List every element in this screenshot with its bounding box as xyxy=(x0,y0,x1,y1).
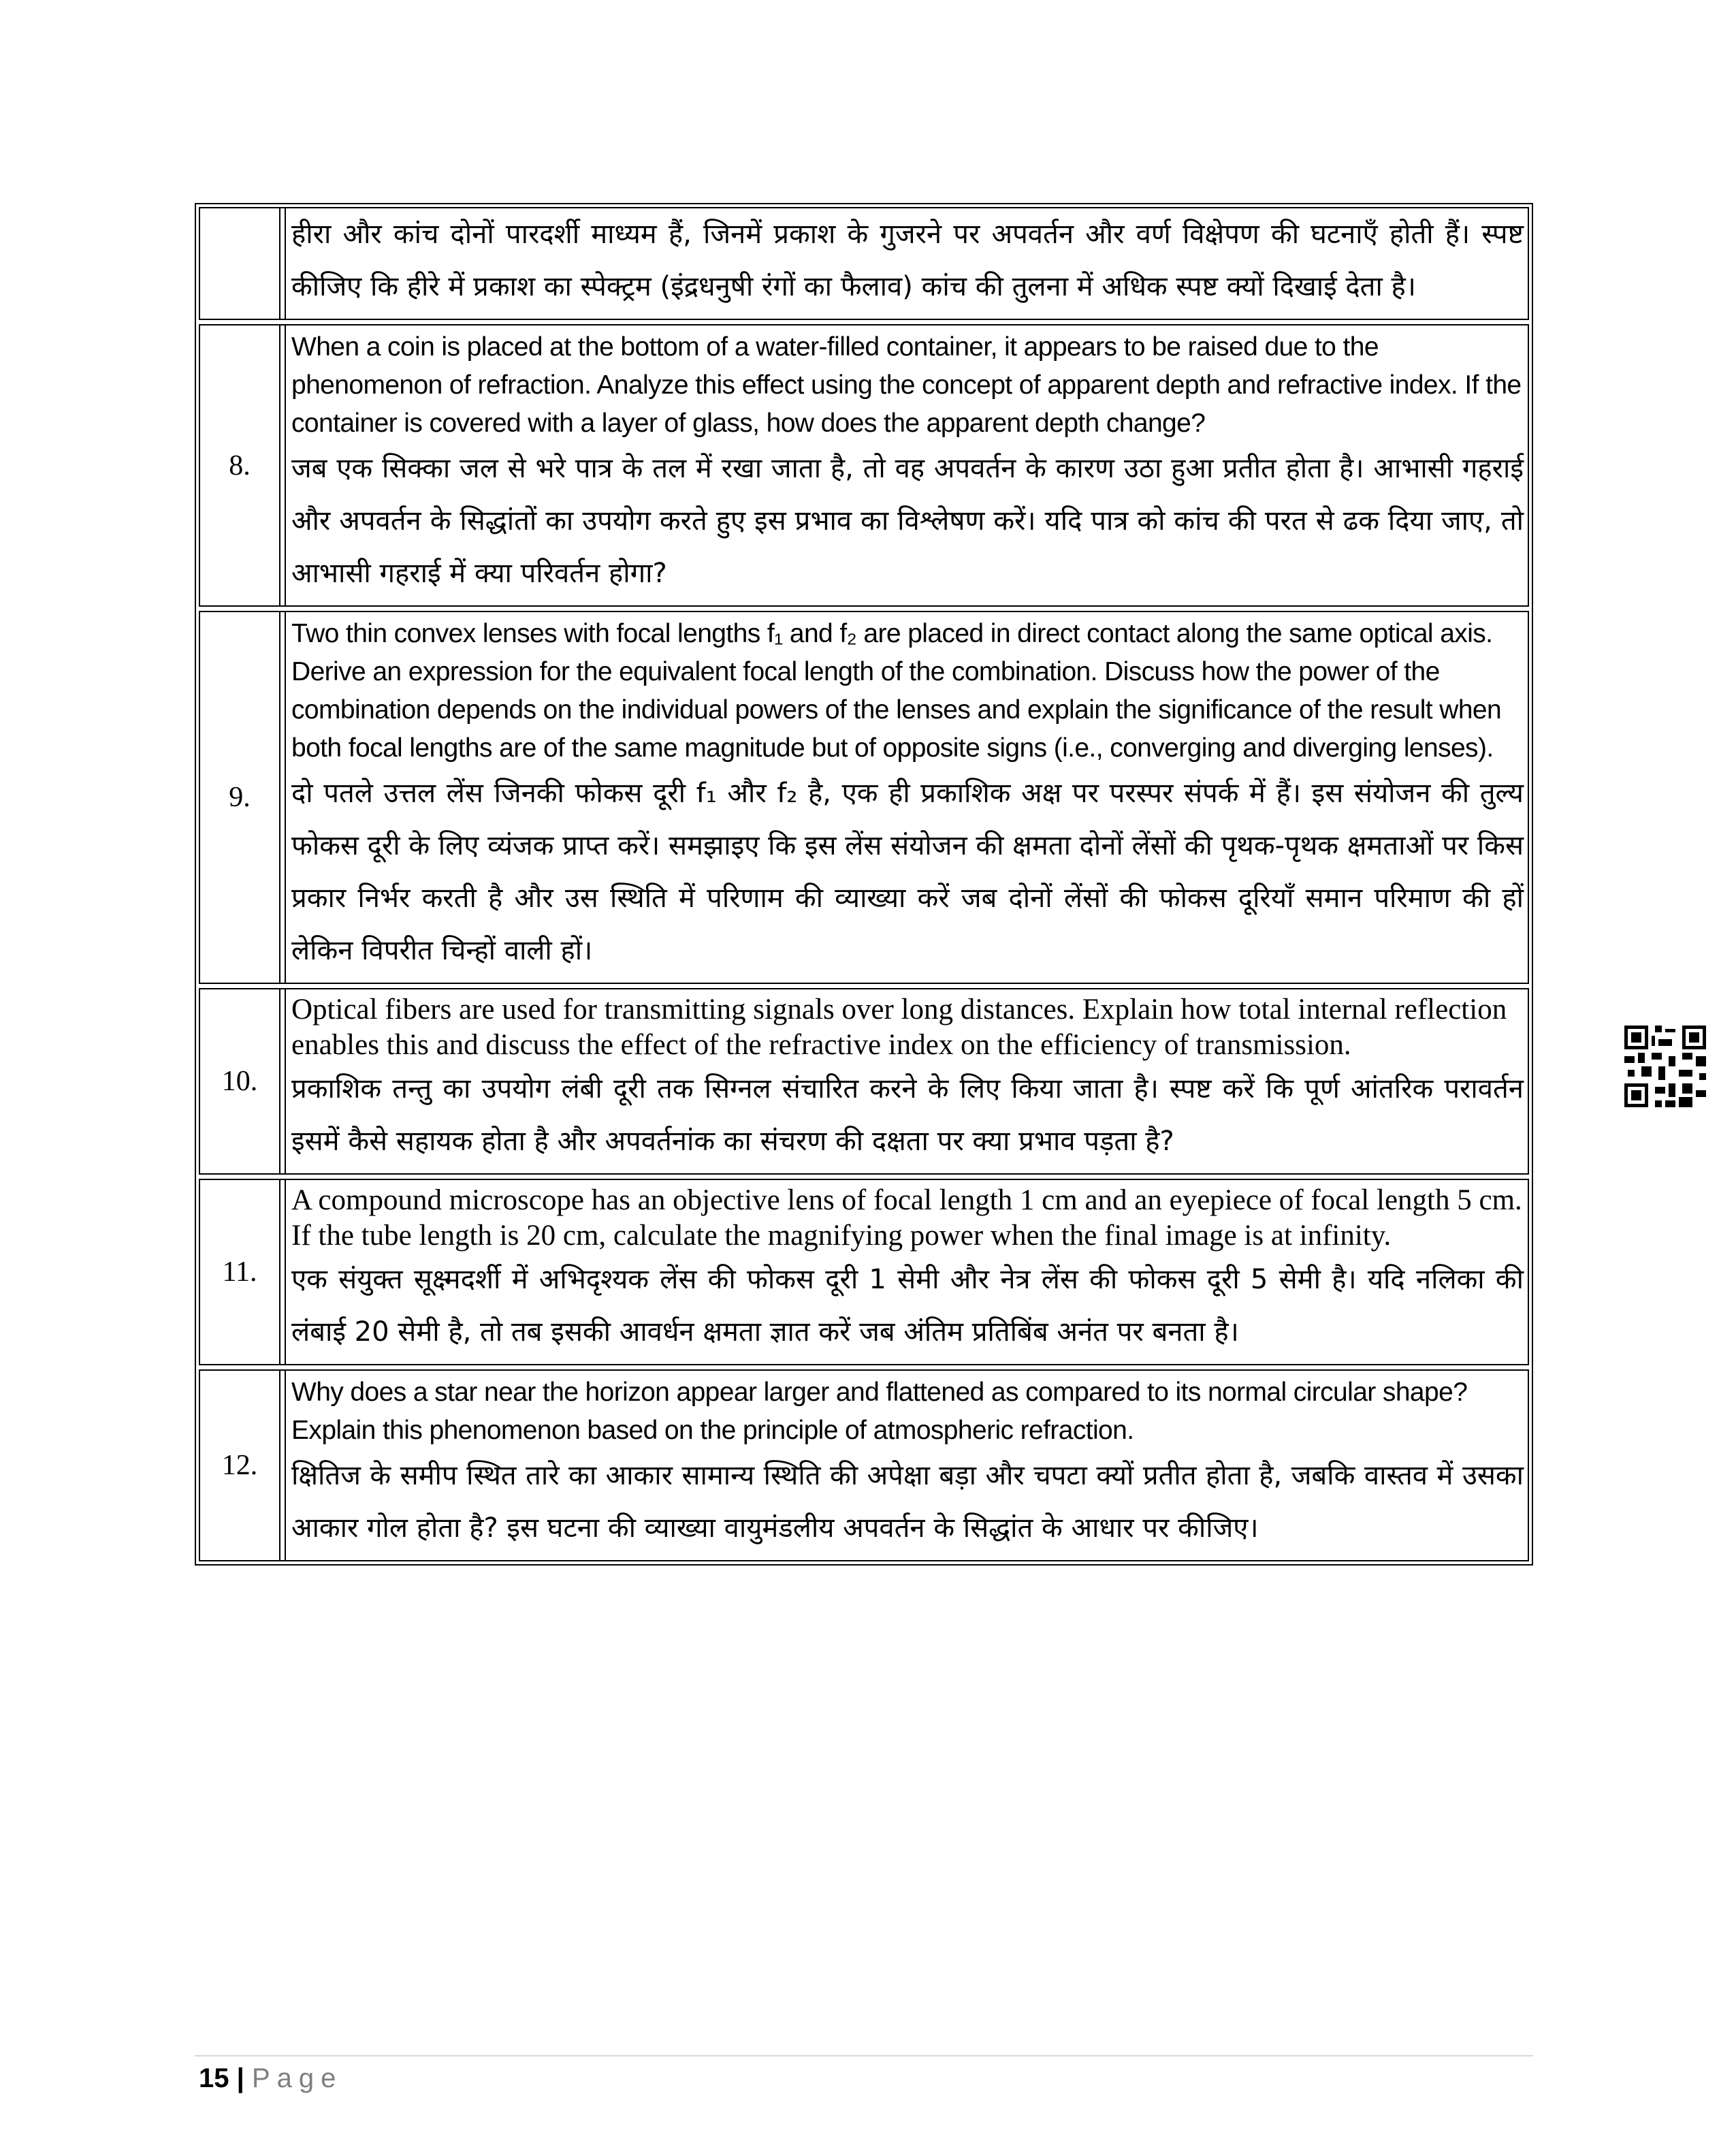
question-cell xyxy=(285,208,1528,319)
page-footer xyxy=(199,2063,342,2094)
question-hindi: दो पतले उत्तल लेंस जिनकी फोकस दूरी f₁ और f₂ है, एक ही प्रकाशिक अक्ष पर परस्पर संपर्क में हैं। इस संयोजन की तुल्य फोकस दूरी के लिए व्यंजक प्राप्त करें। समझाइए कि इस लेंस संयोजन की क्षमता दोनों लेंसों की पृथक-पृथक क्षमताओं पर किस प्रकार निर्भर करती है और उस स्थिति में परिणाम की व्याख्या करें जब दोनों लेंसों की फोकस दूरियाँ समान परिमाण की हों लेकिन विपरीत चिन्हों वाली हों। xyxy=(291,778,1524,966)
question-hindi: एक संयुक्त सूक्ष्मदर्शी में अभिदृश्यक लेंस की फोकस दूरी 1 सेमी और नेत्र लेंस की फोकस दूरी 5 सेमी है। यदि नलिका की लंबाई 20 सेमी है, तो तब इसकी आवर्धन क्षमता ज्ञात करें जब अंतिम प्रतिबिंब अनंत पर बनता है। xyxy=(291,1264,1524,1348)
question-number: 12. xyxy=(200,1371,280,1560)
page-label: Page xyxy=(251,2063,343,2093)
question-row-11 xyxy=(199,1179,1529,1365)
question-hindi: हीरा और कांच दोनों पारदर्शी माध्यम हैं, जिनमें प्रकाश के गुजरने पर अपवर्तन और वर्ण विक्षेपण की घटनाएँ होती हैं। स्पष्ट कीजिए कि हीरे में प्रकाश का स्पेक्ट्रम (इंद्रधनुषी रंगों का फैलाव) कांच की तुलना में अधिक स्पष्ट क्यों दिखाई देता है। xyxy=(291,219,1524,302)
question-cell xyxy=(285,1180,1528,1364)
question-number: 10. xyxy=(200,989,280,1173)
question-cell xyxy=(285,612,1528,983)
footer-divider xyxy=(195,2055,1533,2056)
question-english: Optical fibers are used for transmitting signals over long distances. Explain how total internal reflection enables this and discuss the effect of the refractive index on the efficiency of transmission. xyxy=(291,994,1507,1061)
question-row-8 xyxy=(199,324,1529,607)
question-cell xyxy=(285,989,1528,1173)
question-cell xyxy=(285,325,1528,605)
question-number: 8. xyxy=(200,325,280,605)
question-english: A compound microscope has an objective lens of focal length 1 cm and an eyepiece of focal length 5 cm. If the tube length is 20 cm, calculate the magnifying power when the final image is at infinity. xyxy=(291,1184,1522,1252)
question-row-10 xyxy=(199,988,1529,1175)
question-row-7-continued xyxy=(199,207,1529,320)
question-cell xyxy=(285,1371,1528,1560)
question-english: Why does a star near the horizon appear larger and flattened as compared to its normal circular shape? Explain this phenomenon based on the principle of atmospheric refraction. xyxy=(291,1378,1468,1445)
question-english: When a coin is placed at the bottom of a water-filled container, it appears to be raised due to the phenomenon of refraction. Analyze this effect using the concept of apparent depth and refractive index. If the container is covered with a layer of glass, how does the apparent depth change? xyxy=(291,332,1522,438)
question-english: Two thin convex lenses with focal lengths f₁ and f₂ are placed in direct contact along the same optical axis. Derive an expression for the equivalent focal length of the combination. Discuss how the power of the combination depends on the individual powers of the lenses and explain the significance of the result when both focal lengths are of the same magnitude but of opposite signs (i.e., converging and diverging lenses). xyxy=(291,619,1502,763)
question-hindi: क्षितिज के समीप स्थित तारे का आकार सामान्य स्थिति की अपेक्षा बड़ा और चपटा क्यों प्रतीत होता है, जबकि वास्तव में उसका आकार गोल होता है? इस घटना की व्याख्या वायुमंडलीय अपवर्तन के सिद्धांत के आधार पर कीजिए। xyxy=(291,1460,1524,1544)
question-number xyxy=(200,208,280,319)
page-number: 15 xyxy=(199,2063,229,2093)
footer-separator: | xyxy=(236,2063,244,2093)
questions-table xyxy=(195,203,1533,1566)
question-row-9 xyxy=(199,611,1529,984)
question-hindi: प्रकाशिक तन्तु का उपयोग लंबी दूरी तक सिग्नल संचारित करने के लिए किया जाता है। स्पष्ट करें कि पूर्ण आंतरिक परावर्तन इसमें कैसे सहायक होता है और अपवर्तनांक का संचरण की दक्षता पर क्या प्रभाव पड़ता है? xyxy=(291,1073,1524,1157)
qr-code-icon xyxy=(1624,1026,1706,1107)
question-number: 9. xyxy=(200,612,280,983)
question-number: 11. xyxy=(200,1180,280,1364)
question-hindi: जब एक सिक्का जल से भरे पात्र के तल में रखा जाता है, तो वह अपवर्तन के कारण उठा हुआ प्रतीत होता है। आभासी गहराई और अपवर्तन के सिद्धांतों का उपयोग करते हुए इस प्रभाव का विश्लेषण करें। यदि पात्र को कांच की परत से ढक दिया जाए, तो आभासी गहराई में क्या परिवर्तन होगा? xyxy=(291,453,1524,589)
question-row-12 xyxy=(199,1369,1529,1561)
